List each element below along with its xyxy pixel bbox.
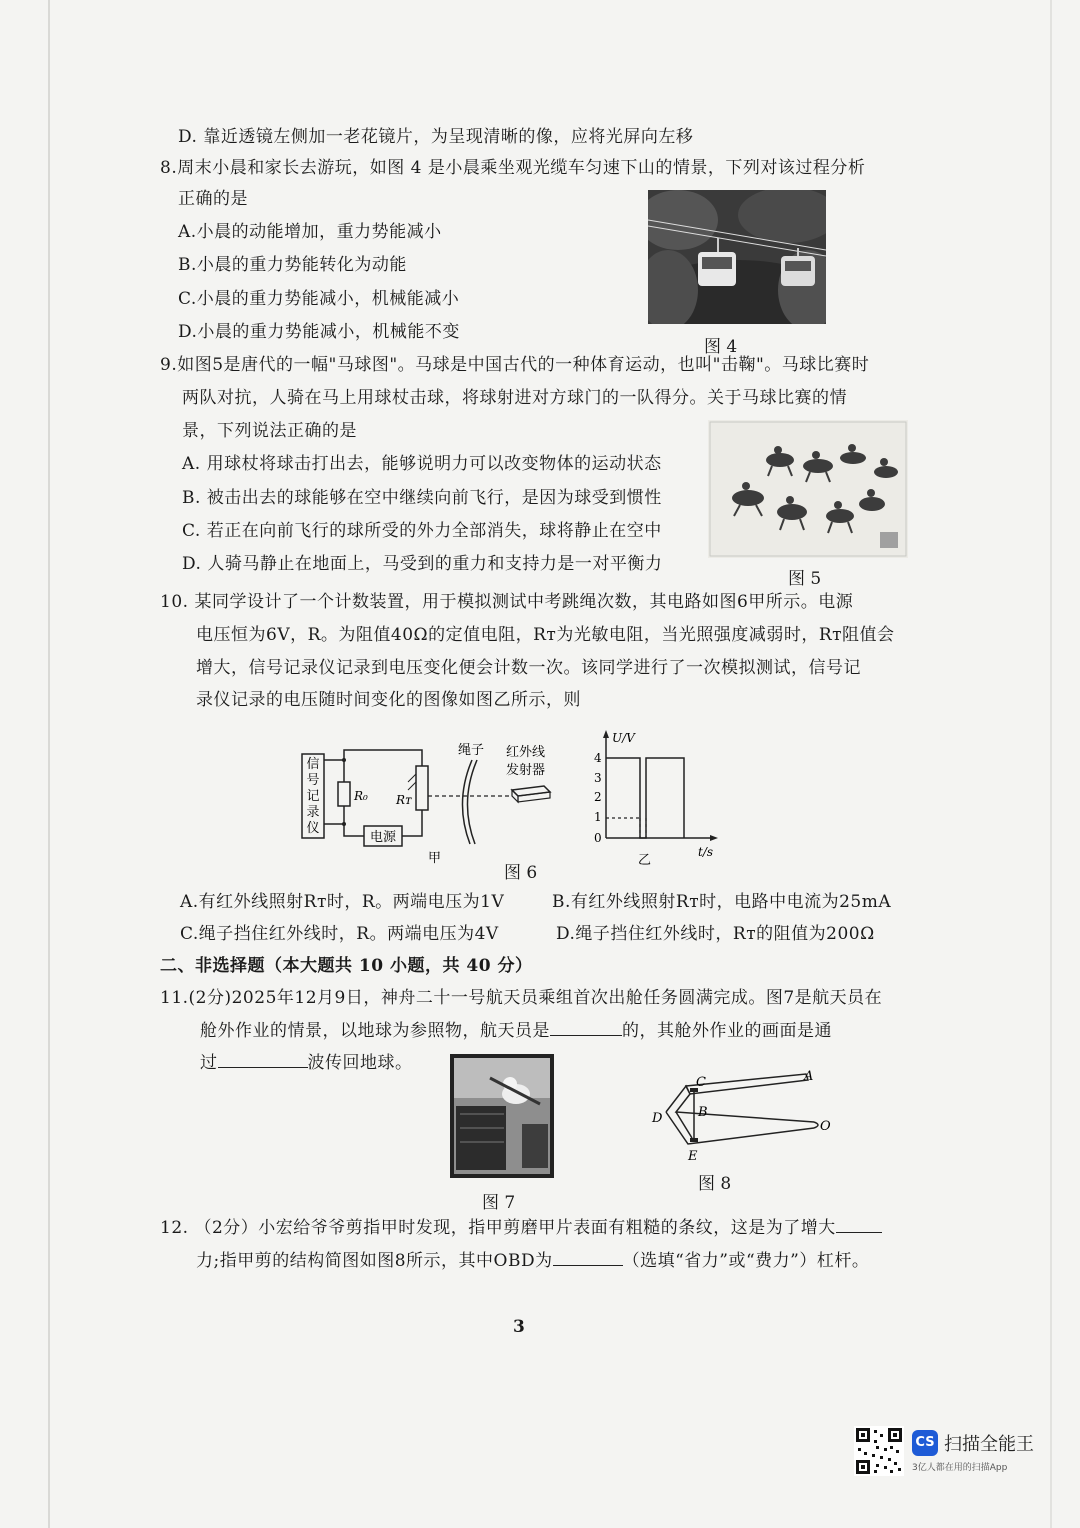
graph-ytick-1: 1 [594, 810, 602, 824]
recorder-char-4: 录 [306, 805, 320, 820]
q8-option-c: C.小晨的重力势能减小，机械能减小 [178, 289, 460, 309]
figure-5-caption: 图 5 [788, 569, 822, 589]
q9-stem-line3: 景，下列说法正确的是 [182, 421, 357, 441]
q10-stem-line1: 10. 某同学设计了一个计数装置，用于模拟测试中考跳绳次数，其电路如图6甲所示。电源 [160, 592, 854, 612]
page-number: 3 [513, 1317, 526, 1337]
q9-stem-line1: 9.如图5是唐代的一幅"马球图"。马球是中国古代的一种体育运动，也叫"击鞠"。马球比赛时 [160, 355, 870, 375]
q10-stem-line2: 电压恒为6V，R。为阻值40Ω的定值电阻，Rᴛ为光敏电阻，当光照强度减弱时，Rᴛ阻值会 [196, 625, 895, 645]
q9-option-b: B. 被击出去的球能够在空中继续向前飞行，是因为球受到惯性 [182, 488, 662, 508]
figure-4-caption: 图 4 [704, 337, 738, 357]
rt-label: Rᴛ [396, 793, 412, 807]
figure-6-circuit-diagram [296, 738, 566, 868]
figure-7-caption: 图 7 [482, 1193, 516, 1213]
emitter-label-2: 发射器 [506, 763, 546, 778]
circuit-sublabel-jia: 甲 [428, 851, 442, 866]
q9-option-d: D. 人骑马静止在地面上，马受到的重力和支持力是一对平衡力 [182, 554, 663, 574]
recorder-char-2: 号 [306, 773, 320, 788]
q10-option-d: D.绳子挡住红外线时，Rᴛ的阻值为200Ω [556, 924, 875, 944]
figure-7-astronaut-photo [450, 1054, 554, 1178]
q11-blank-1[interactable] [550, 1019, 622, 1036]
figure-4-cable-car-photo [648, 190, 826, 324]
section-2-heading: 二、非选择题（本大题共 10 小题，共 40 分） [160, 956, 533, 976]
graph-sublabel-yi: 乙 [638, 853, 652, 868]
fig8-label-d: D [652, 1111, 663, 1126]
q8-option-b: B.小晨的重力势能转化为动能 [178, 255, 407, 275]
q11-line3-part2: 波传回地球。 [307, 1053, 413, 1073]
r0-resistor [338, 782, 350, 806]
graph-ytick-3: 3 [594, 771, 602, 785]
q10-option-a: A.有红外线照射Rᴛ时，R。两端电压为1V [180, 892, 505, 912]
rt-photoresistor [416, 766, 428, 810]
q10-option-c: C.绳子挡住红外线时，R。两端电压为4V [180, 924, 499, 944]
q8-stem-line2: 正确的是 [178, 189, 248, 209]
power-label: 电源 [369, 830, 397, 845]
q10-stem-line3: 增大，信号记录仪记录到电压变化便会计数一次。该同学进行了一次模拟测试，信号记 [196, 658, 861, 678]
camscanner-tagline: 3亿人都在用的扫描App [912, 1463, 1008, 1473]
graph-y-label: U/V [612, 731, 635, 745]
figure-6-voltage-graph [588, 728, 728, 868]
q9-option-c: C. 若正在向前飞行的球所受的外力全部消失，球将静止在空中 [182, 521, 662, 541]
recorder-char-3: 记 [306, 789, 320, 804]
r0-label: R₀ [354, 789, 368, 803]
graph-voltage-high [606, 758, 684, 838]
q8-option-a: A.小晨的动能增加，重力势能减小 [178, 222, 442, 242]
qr-code-icon [854, 1426, 904, 1476]
q9-stem-line2: 两队对抗，人骑在马上用球杖击球，将球射进对方球门的一队得分。关于马球比赛的情 [182, 388, 847, 408]
scan-edge-right [1050, 0, 1052, 1528]
recorder-char-1: 信 [306, 757, 320, 772]
q12-blank-2[interactable] [553, 1249, 623, 1266]
q12-line2-part1: 力;指甲剪的结构简图如图8所示，其中OBD为 [196, 1251, 553, 1271]
figure-5-polo-painting [708, 420, 908, 558]
q11-stem-line3 [200, 1051, 413, 1074]
q7-option-d: D. 靠近透镜左侧加一老花镜片，为呈现清晰的像，应将光屏向左移 [178, 127, 694, 147]
figure-8-nail-clipper-diagram [646, 1066, 836, 1166]
fig8-label-b: B [698, 1105, 708, 1120]
fig8-label-e: E [688, 1149, 698, 1164]
figure-8-caption: 图 8 [698, 1174, 732, 1194]
q8-stem-line1: 8.周末小晨和家长去游玩，如图 4 是小晨乘坐观光缆车匀速下山的情景，下列对该过程分析 [160, 158, 866, 178]
q9-option-a: A. 用球杖将球击打出去，能够说明力可以改变物体的运动状态 [182, 454, 662, 474]
q12-line1-text: 12. （2分）小宏给爷爷剪指甲时发现，指甲剪磨甲片表面有粗糙的条纹，这是为了增大 [160, 1218, 836, 1238]
q11-stem-line2 [200, 1019, 832, 1042]
q11-line2-part2: 的，其舱外作业的画面是通 [622, 1021, 832, 1041]
camscanner-app-name: 扫描全能王 [944, 1434, 1034, 1455]
graph-ytick-2: 2 [594, 790, 602, 804]
q11-blank-2[interactable] [218, 1051, 308, 1068]
q11-line3-part1: 过 [200, 1053, 218, 1073]
q11-stem-line1: 11.(2分)2025年12月9日，神舟二十一号航天员乘组首次出舱任务圆满完成。图7是航天员在 [160, 988, 883, 1008]
graph-x-label: t/s [698, 845, 714, 859]
graph-ytick-4: 4 [594, 751, 602, 765]
q11-line2-part1: 舱外作业的情景，以地球为参照物，航天员是 [200, 1021, 550, 1041]
polo-painting-illustration [708, 420, 908, 558]
fig8-label-c: C [696, 1075, 706, 1090]
figure-6-caption: 图 6 [504, 863, 538, 883]
fig8-label-a: A [804, 1069, 814, 1084]
q10-stem-line4: 录仪记录的电压随时间变化的图像如图乙所示，则 [196, 690, 581, 710]
camscanner-logo-icon: CS [912, 1430, 938, 1456]
graph-ytick-0: 0 [594, 831, 602, 845]
q12-blank-1[interactable] [836, 1216, 882, 1233]
cable-car-illustration [648, 190, 826, 324]
q12-stem-line2 [196, 1249, 869, 1272]
recorder-char-5: 仪 [306, 821, 320, 836]
scan-edge-left [48, 0, 50, 1528]
q8-option-d: D.小晨的重力势能减小，机械能不变 [178, 322, 460, 342]
q12-line2-part2: （选填“省力”或“费力”）杠杆。 [622, 1251, 870, 1271]
emitter-label-1: 红外线 [506, 745, 546, 760]
astronaut-illustration [450, 1054, 554, 1178]
q10-option-b: B.有红外线照射Rᴛ时，电路中电流为25mA [552, 892, 892, 912]
rope-label: 绳子 [458, 743, 485, 758]
fig8-label-o: O [820, 1119, 831, 1134]
q12-stem-line1 [160, 1216, 882, 1239]
